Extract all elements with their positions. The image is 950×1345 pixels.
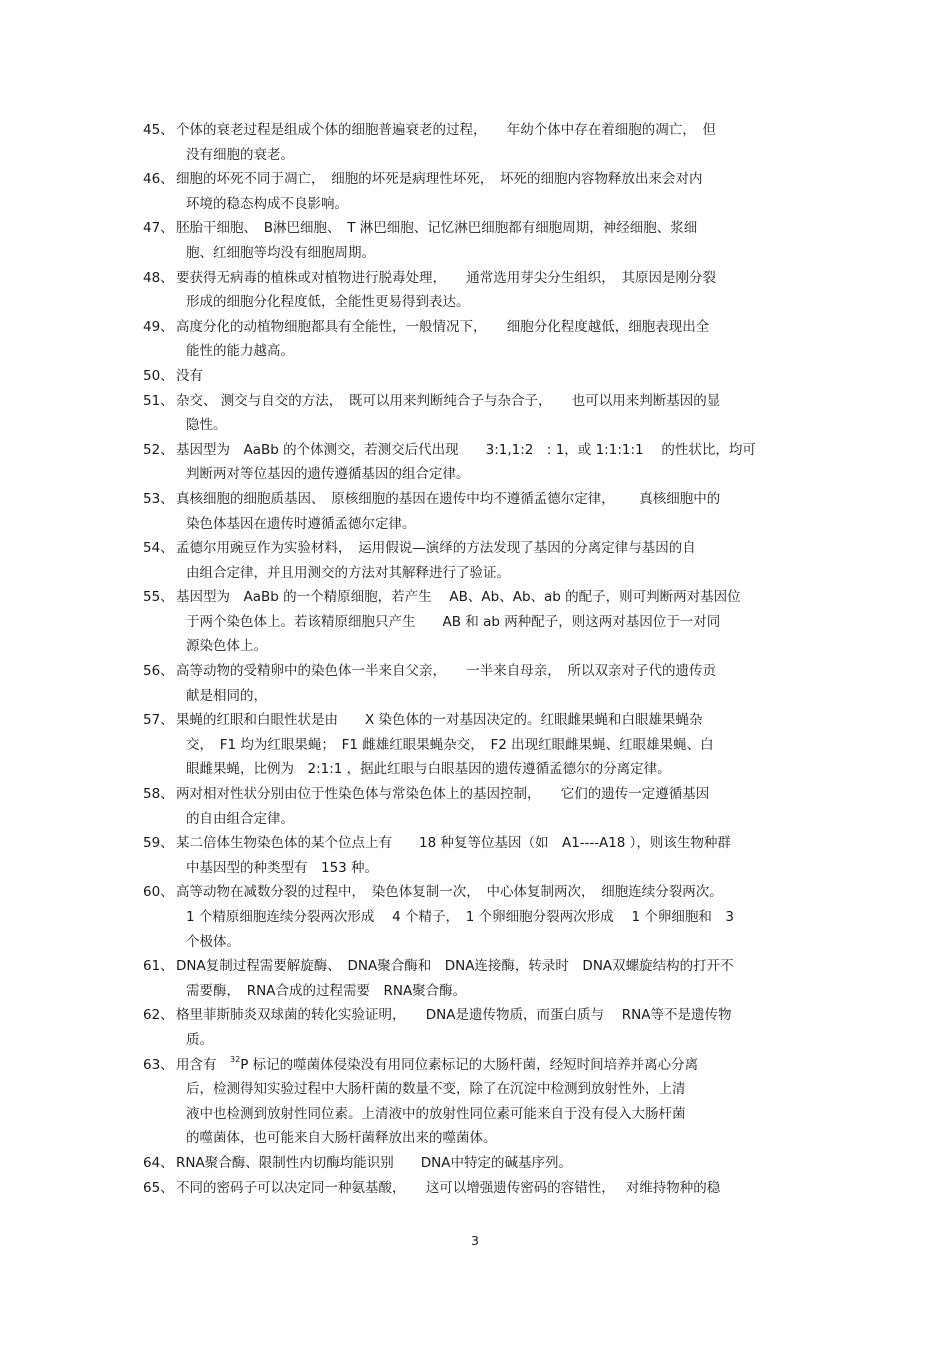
statement-item [143, 389, 813, 438]
statement-number: 45、 [143, 122, 174, 138]
statement-line: 没有 [176, 367, 203, 384]
statement-line: 基因型为 AaBb 的一个精原细胞，若产生 AB、Ab、Ab、ab 的配子，则可判断两对基因位 [176, 589, 741, 606]
statement-number: 53、 [143, 490, 174, 507]
statement-text: P 标记的噬菌体侵染没有用同位素标记的大肠杆菌，经短时间培养并离心分离 [240, 1056, 699, 1073]
statement-number: 57、 [143, 712, 174, 729]
statement-line: 某二倍体生物染色体的某个位点上有 18 种复等位基因（如 A1----A18 ），则该生物种群 [176, 835, 731, 852]
statement-line: 质。 [186, 1031, 213, 1048]
statement-line: 中基因型的种类型有 153 种。 [186, 859, 379, 876]
statement-line: 高等动物在减数分裂的过程中， 染色体复制一次， 中心体复制两次， 细胞连续分裂两次。 [176, 884, 723, 901]
statement-line: 格里菲斯肺炎双球菌的转化实验证明， DNA是遗传物质，而蛋白质与 RNA等不是遗传物 [176, 1007, 732, 1024]
statement-item [143, 1053, 813, 1151]
statement-line: 眼雌果蝇，比例为 2:1:1 ，据此红眼与白眼基因的遗传遵循孟德尔的分离定律。 [186, 761, 671, 778]
statement-item [143, 1003, 813, 1052]
statement-number: 54、 [143, 540, 174, 557]
statement-item [143, 1176, 813, 1201]
statement-item [143, 438, 813, 487]
statement-item [143, 216, 813, 265]
statement-line: 形成的细胞分化程度低，全能性更易得到表达。 [186, 294, 470, 311]
statement-item [143, 880, 813, 954]
statement-item [143, 266, 813, 315]
statement-number: 48、 [143, 269, 174, 286]
statement-item [143, 118, 813, 167]
statement-line: 后，检测得知实验过程中大肠杆菌的数量不变，除了在沉淀中检测到放射性外，上清 [186, 1081, 686, 1098]
isotope-superscript: 32 [230, 1054, 241, 1064]
statement-line: 判断两对等位基因的遗传遵循基因的组合定律。 [186, 466, 470, 483]
statement-line: 献是相同的， [186, 687, 267, 704]
statement-number: 52、 [143, 441, 174, 458]
statement-line: 孟德尔用豌豆作为实验材料， 运用假说—演绎的方法发现了基因的分离定律与基因的自 [176, 540, 696, 557]
statement-line: 环境的稳态构成不良影响。 [186, 195, 348, 212]
statement-line [176, 1053, 813, 1078]
statement-item [143, 315, 813, 364]
statement-line: 杂交、 测交与自交的方法， 既可以用来判断纯合子与杂合子， 也可以用来判断基因的显 [176, 392, 721, 409]
statement-line: 真核细胞的细胞质基因、 原核细胞的基因在遗传中均不遵循孟德尔定律， 真核细胞中的 [176, 490, 721, 507]
statement-item [143, 585, 813, 659]
statement-item [143, 167, 813, 216]
statement-line: 果蝇的红眼和白眼性状是由 X 染色体的一对基因决定的。红眼雌果蝇和白眼雄果蝇杂 [176, 712, 703, 729]
statement-line: 个极体。 [186, 933, 240, 950]
numbered-statement-list [143, 118, 813, 1200]
statement-number: 65、 [143, 1179, 174, 1196]
statement-line: 高等动物的受精卵中的染色体一半来自父亲， 一半来自母亲， 所以双亲对子代的遗传贡 [176, 663, 716, 680]
statement-line: 源染色体上。 [186, 638, 267, 655]
statement-text: 用含有 [176, 1056, 230, 1073]
statement-number: 47、 [143, 220, 174, 237]
statement-line: 细胞的坏死不同于凋亡， 细胞的坏死是病理性坏死， 坏死的细胞内容物释放出来会对内 [176, 171, 703, 188]
statement-item [143, 954, 813, 1003]
statement-item [143, 708, 813, 782]
statement-line: 高度分化的动植物细胞都具有全能性，一般情况下， 细胞分化程度越低，细胞表现出全 [176, 318, 710, 335]
statement-number: 46、 [143, 171, 174, 188]
statement-number: 51、 [143, 392, 174, 409]
statement-number: 58、 [143, 786, 174, 803]
statement-item [143, 831, 813, 880]
statement-line: 不同的密码子可以决定同一种氨基酸， 这可以增强遗传密码的容错性， 对维持物种的稳 [176, 1179, 721, 1196]
statement-number: 62、 [143, 1007, 174, 1024]
statement-item [143, 487, 813, 536]
statement-number: 59、 [143, 835, 174, 852]
statement-line: 没有细胞的衰老。 [186, 146, 294, 163]
statement-line: 由组合定律，并且用测交的方法对其解释进行了验证。 [186, 564, 510, 581]
statement-line: DNA复制过程需要解旋酶、 DNA聚合酶和 DNA连接酶，转录时 DNA双螺旋结构的打开不 [176, 958, 734, 975]
statement-number: 64、 [143, 1154, 174, 1171]
statement-line: 需要酶， RNA合成的过程需要 RNA聚合酶。 [186, 982, 467, 999]
statement-line: 于两个染色体上。若该精原细胞只产生 AB 和 ab 两种配子，则这两对基因位于一对同 [186, 613, 721, 630]
statement-line: 两对相对性状分别由位于性染色体与常染色体上的基因控制， 它们的遗传一定遵循基因 [176, 786, 710, 803]
statement-item [143, 1151, 813, 1176]
statement-line: 胚胎干细胞、 B淋巴细胞、 T 淋巴细胞、记忆淋巴细胞都有细胞周期，神经细胞、浆细 [176, 220, 698, 237]
statement-line: 的自由组合定律。 [186, 810, 294, 827]
statement-line: 染色体基因在遗传时遵循孟德尔定律。 [186, 515, 416, 532]
statement-number: 50、 [143, 367, 174, 384]
statement-line: 个体的衰老过程是组成个体的细胞普遍衰老的过程， 年幼个体中存在着细胞的凋亡， 但 [176, 122, 716, 138]
statement-line: 能性的能力越高。 [186, 343, 294, 360]
statement-line: 基因型为 AaBb 的个体测交，若测交后代出现 3:1,1:2 : 1，或 1:1:1:1 的性状比，均可 [176, 441, 756, 458]
statement-line: 胞、红细胞等均没有细胞周期。 [186, 244, 375, 261]
statement-item [143, 364, 813, 389]
statement-line: 1 个精原细胞连续分裂两次形成 4 个精子， 1 个卵细胞分裂两次形成 1 个卵细胞和 3 [186, 909, 734, 925]
statement-number: 63、 [143, 1056, 174, 1073]
statement-item [143, 782, 813, 831]
statement-number: 55、 [143, 589, 174, 606]
statement-number: 56、 [143, 663, 174, 680]
statement-line: 交， F1 均为红眼果蝇； F1 雌雄红眼果蝇杂交， F2 出现红眼雌果蝇、红眼雄果蝇、白 [186, 736, 714, 753]
statement-line: 要获得无病毒的植株或对植物进行脱毒处理， 通常选用芽尖分生组织， 其原因是刚分裂 [176, 269, 716, 286]
statement-item [143, 536, 813, 585]
page-number: 3 [471, 1233, 479, 1248]
statement-line: RNA聚合酶、限制性内切酶均能识别 DNA中特定的碱基序列。 [176, 1154, 572, 1171]
statement-line: 的噬菌体，也可能来自大肠杆菌释放出来的噬菌体。 [186, 1130, 497, 1147]
statement-item [143, 659, 813, 708]
statement-number: 49、 [143, 318, 174, 335]
statement-line: 液中也检测到放射性同位素。上清液中的放射性同位素可能来自于没有侵入大肠杆菌 [186, 1105, 686, 1122]
statement-number: 60、 [143, 884, 174, 901]
statement-number: 61、 [143, 958, 174, 975]
statement-line: 隐性。 [186, 417, 227, 434]
